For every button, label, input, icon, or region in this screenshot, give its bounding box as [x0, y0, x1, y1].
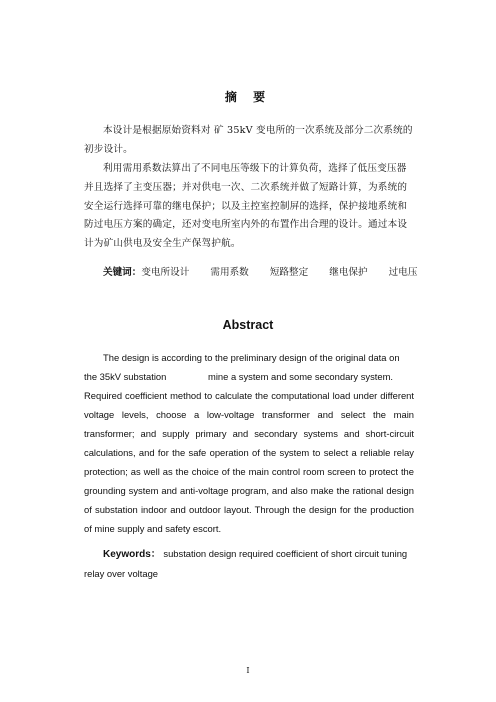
english-keywords-text: substation design required coefficient of short circuit tuning relay over voltage — [84, 548, 408, 579]
english-abstract-title: Abstract — [222, 318, 274, 332]
chinese-abstract-paragraph-1: 本设计是根据原始资料对 矿 35kV 变电所的一次系统及部分二次系统的初步设计。 — [84, 125, 413, 155]
english-abstract-paragraph-2: Required coefficient method to calculate the computational load under different voltage levels, choose a low-voltage transformer and select the main transformer; and supply primary and secondary systems and short-circuit calculations, and for the safe operation of the system to select a reliable relay protection; as well as the choice of the main control room screen to protect the grounding system and anti-voltage program, and also make the rational design of substation indoor and outdoor layout. Through the design for the production of mine supply and safety escort. — [84, 390, 414, 534]
english-keywords-row — [84, 544, 414, 583]
chinese-keywords-row — [103, 262, 417, 280]
chinese-keywords-label: 关键词： — [103, 267, 142, 278]
english-keywords-label: Keywords： — [103, 549, 161, 560]
chinese-keywords-text: 变电所设计 需用系数 短路整定 继电保护 过电压 — [141, 267, 418, 278]
english-abstract-paragraph-1: The design is according to the preliminary design of the original data on the 35kV substation mine a system and some secondary system. — [84, 352, 403, 382]
chinese-abstract-title: 摘 要 — [224, 90, 272, 104]
chinese-abstract-paragraph-2: 利用需用系数法算出了不同电压等级下的计算负荷，选择了低压变压器并且选择了主变压器；并对供电一次、二次系统并做了短路计算，为系统的安全运行选择可靠的继电保护；以及主控室控制屏的选择，保护接地系统和防过电压方案的确定，还对变电所室内外的布置作出合理的设计。通过本设计为矿山供电及安全生产保驾护航。 — [84, 163, 408, 250]
page-number: I — [246, 666, 250, 675]
